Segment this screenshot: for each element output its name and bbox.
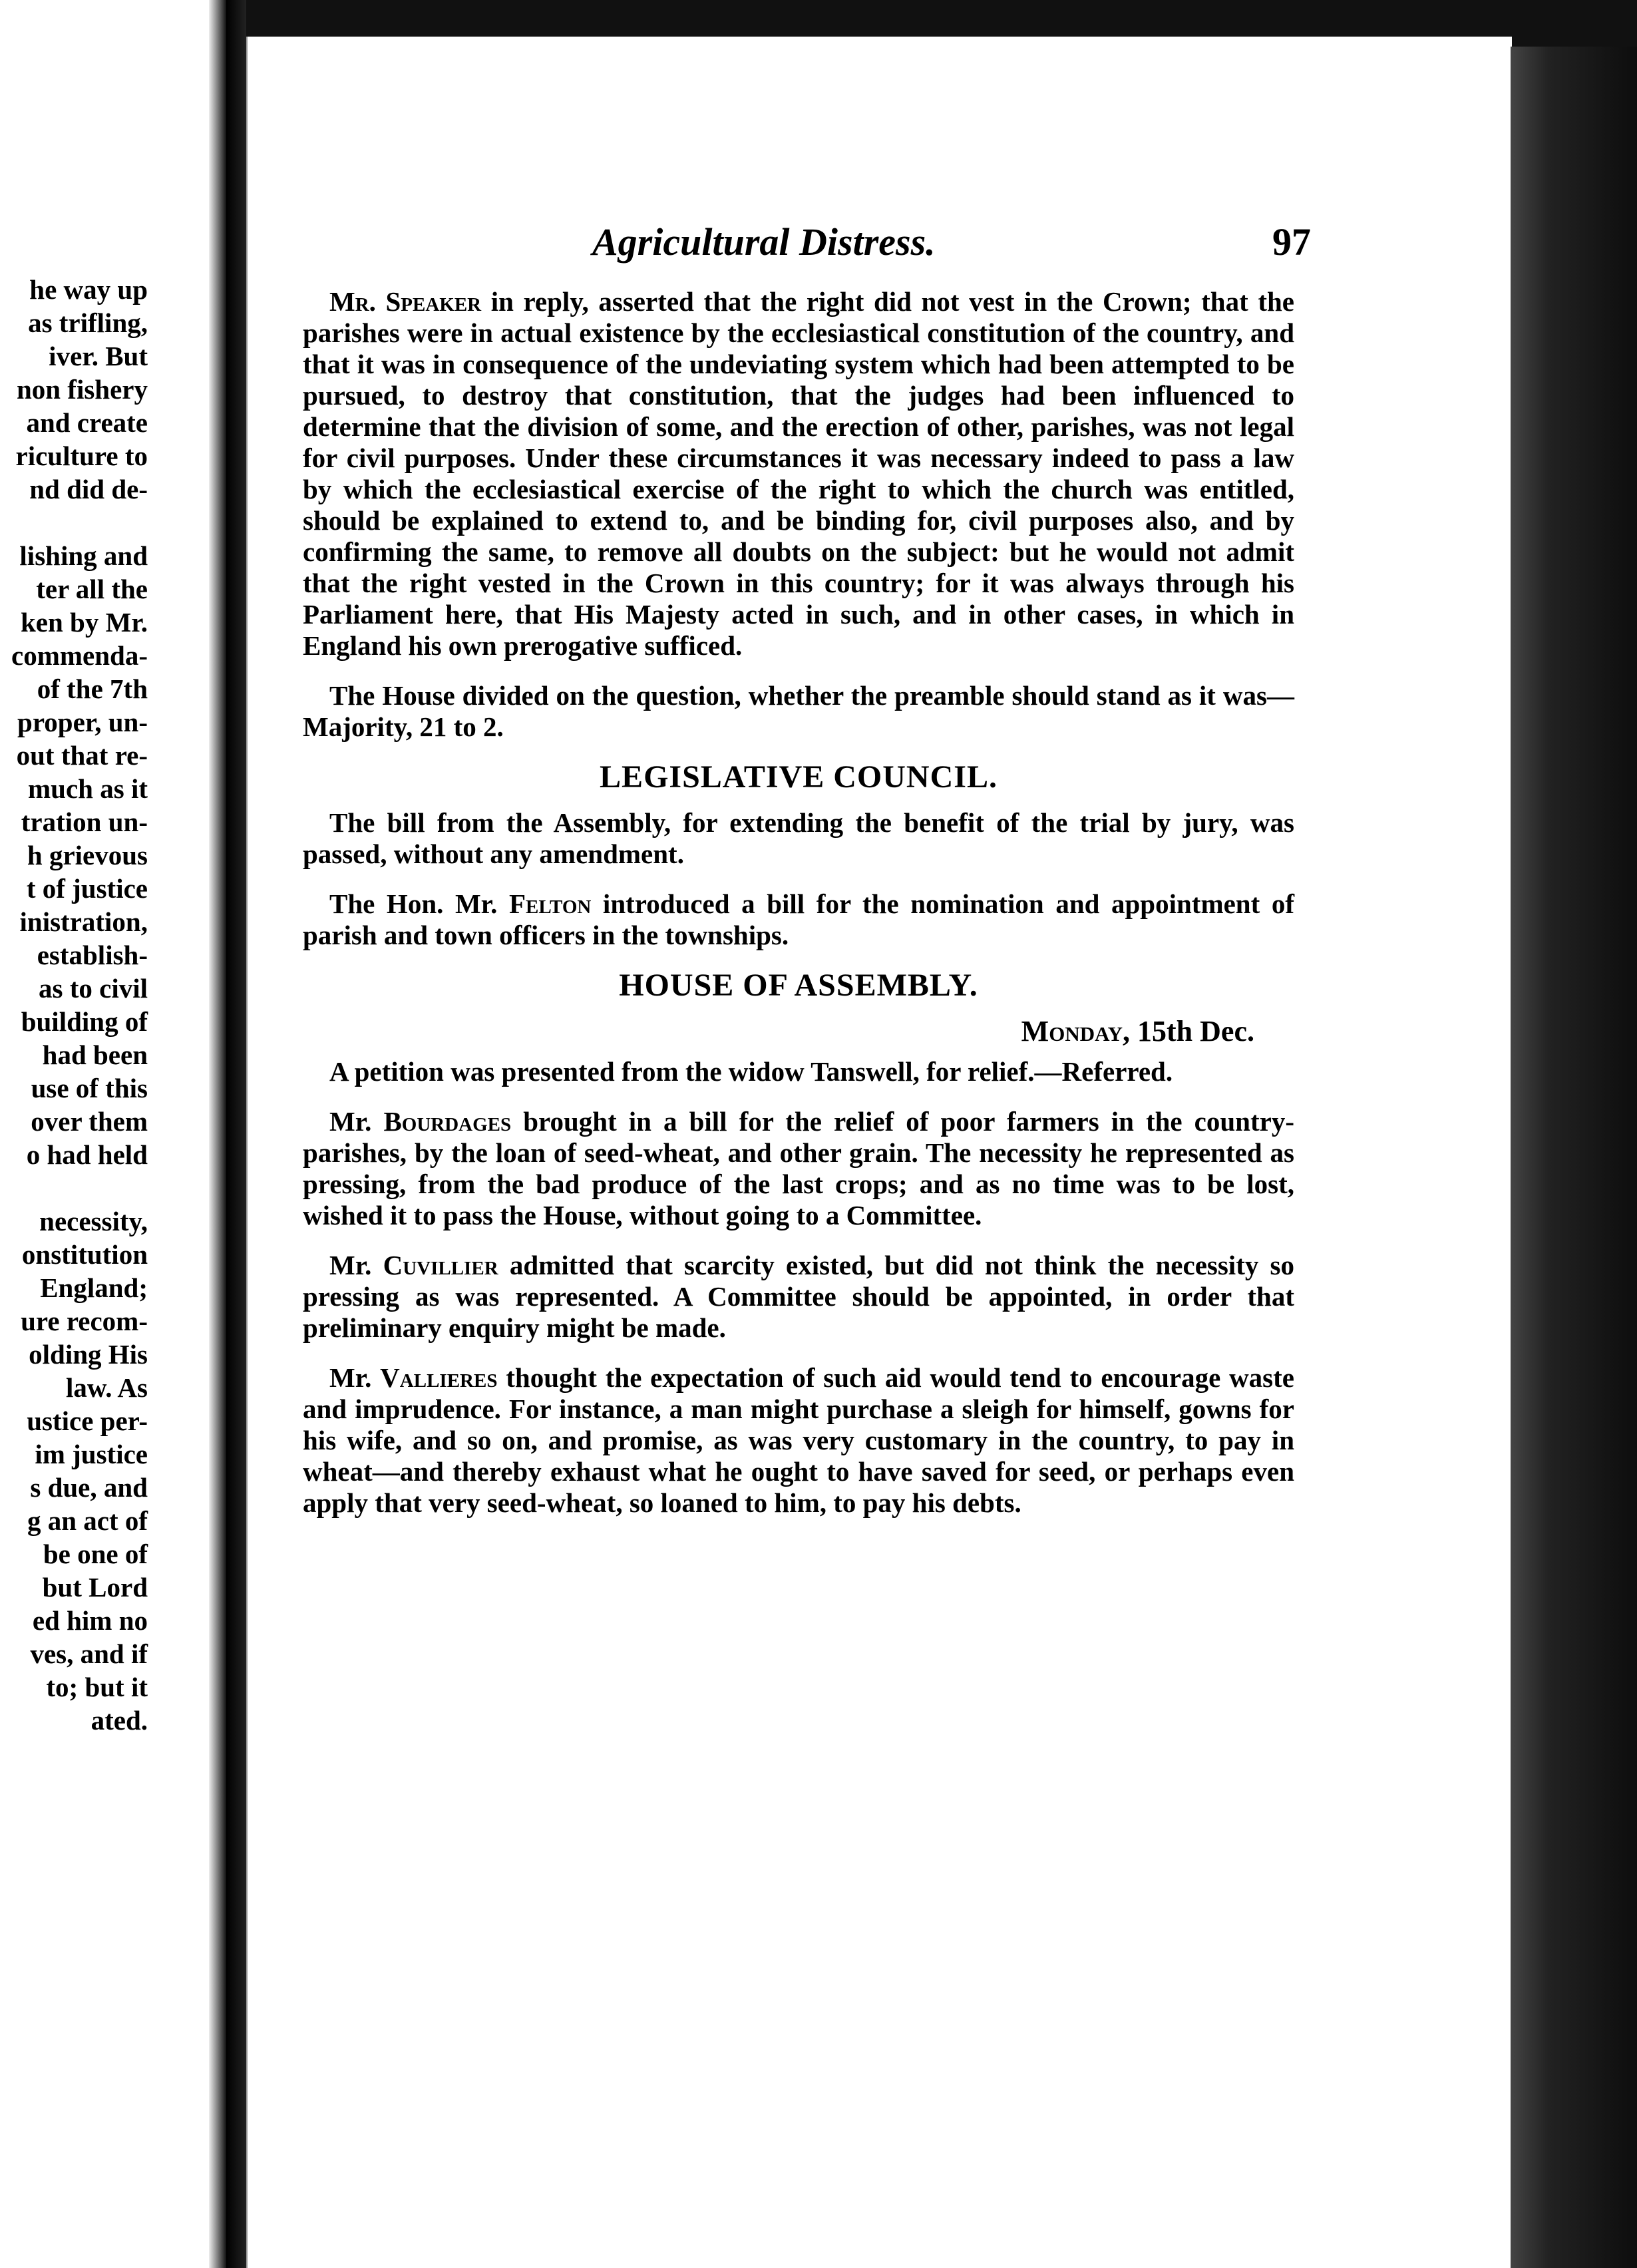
facing-page-line: riculture to	[15, 441, 148, 471]
facing-page-text	[0, 273, 220, 1737]
facing-page-line: s due, and	[30, 1472, 148, 1503]
facing-page-line: g an act of	[27, 1505, 148, 1536]
book-gutter	[226, 0, 246, 2268]
facing-page-fragment	[0, 0, 226, 2268]
paragraph-text: in reply, asserted that the right did not vest in the Crown; that the parishes were in actual existence by the ecclesiastical constitution of the country, and that it was in consequence of the undeviating system which had been attempted to be pursued, to destroy that constitution, that the judges had been influenced to determine that the division of some, and the erection of other, parishes, was not legal for civil purposes. Under these circumstances it was necessary indeed to pass a law by which the ecclesiastical exercise of the right to which the church was entitled, should be explained to extend to, and be binding for, civil purposes also, and by confirming the same, to remove all doubts on the subject: but he would not admit that the right vested in the Crown in this country; for it was always through his Parliament here, that His Majesty acted in such, and in other cases, in which in England his own prerogative sufficed.	[303, 286, 1294, 661]
facing-page-line: necessity,	[39, 1206, 148, 1236]
member-name: Bourdages	[383, 1106, 512, 1137]
speaker-name: Mr. Speaker	[329, 286, 482, 317]
facing-page-line: of the 7th	[37, 673, 148, 704]
paragraph-prefix: Mr.	[329, 1362, 381, 1393]
facing-page-line: he way up	[29, 274, 148, 305]
facing-page-line: t of justice	[26, 873, 148, 904]
facing-page-line: ustice per-	[27, 1406, 148, 1436]
facing-page-line: o had held	[26, 1139, 148, 1170]
paragraph-division: The House divided on the question, whether the preamble should stand as it was—Majority, 21 to 2.	[303, 680, 1294, 742]
facing-page-line: building of	[21, 1006, 148, 1037]
running-title: Agricultural Distress.	[592, 220, 936, 264]
paragraph-text: introduced a bill for the nomination and appointment of parish and town officers in the townships.	[303, 888, 1295, 950]
paragraph-jury-bill: The bill from the Assembly, for extending the benefit of the trial by jury, was passed, without any amendment.	[303, 807, 1294, 869]
facing-page-line: iver. But	[49, 341, 148, 371]
member-name: Cuvillier	[383, 1250, 498, 1280]
paragraph-vallieres	[303, 1362, 1294, 1519]
paragraph-bourdages	[303, 1106, 1294, 1231]
facing-page-line: much as it	[28, 773, 148, 804]
member-name: Felton	[508, 888, 592, 919]
facing-page-line: im justice	[35, 1439, 148, 1469]
facing-page-line: ter all the	[36, 574, 148, 604]
facing-page-line: be one of	[43, 1539, 148, 1569]
facing-page-line: olding His	[29, 1339, 148, 1370]
page-number: 97	[1272, 220, 1311, 264]
facing-page-line: out that re-	[16, 740, 148, 771]
facing-page-line: law. As	[65, 1372, 148, 1403]
facing-page-line	[0, 506, 220, 539]
facing-page-line: ure recom-	[21, 1306, 148, 1336]
paragraph-felton	[303, 888, 1294, 951]
page-body	[303, 286, 1294, 1537]
paragraph-speaker	[303, 286, 1294, 662]
section-heading-assembly: HOUSE OF ASSEMBLY.	[619, 968, 978, 1003]
page-edge	[1511, 47, 1637, 2268]
facing-page-line: but Lord	[42, 1572, 148, 1603]
paragraph-text: admitted that scarcity existed, but did not think the necessity so pressing as was represented. A Committee should be appointed, in order that preliminary enquiry might be made.	[303, 1250, 1295, 1343]
facing-page-line: lishing and	[19, 540, 148, 571]
facing-page-line: establish-	[37, 940, 148, 970]
facing-page-line: inistration,	[19, 906, 148, 937]
facing-page-line: nd did de-	[29, 474, 148, 504]
facing-page-line: proper, un-	[17, 707, 148, 737]
paragraph-prefix: Mr.	[329, 1250, 383, 1280]
facing-page-line: h grievous	[27, 840, 148, 870]
member-name: Vallieres	[380, 1362, 498, 1393]
paragraph-text: brought in a bill for the relief of poor farmers in the country-parishes, by the loan of seed-wheat, and other grain. The necessity he represented as pressing, from the bad produce of the last crops; and as no time was to be lost, wished it to pass the House, without going to a Committee.	[303, 1106, 1294, 1230]
facing-page-line: and create	[26, 407, 148, 438]
facing-page-line: use of this	[31, 1073, 148, 1103]
facing-page-line: non fishery	[16, 374, 148, 405]
facing-page-line: onstitution	[21, 1239, 148, 1270]
facing-page-line: to; but it	[46, 1672, 148, 1702]
session-date	[303, 1016, 1294, 1047]
paragraph-text: thought the expectation of such aid would tend to encourage waste and imprudence. For instance, a man might purchase a sleigh for himself, gowns for his wife, and so on, and promise, as was very customary in the country, to pay in wheat—and thereby exhaust what he ought to have saved for seed, or perhaps even apply that very seed-wheat, so loaned to him, to pay his debts.	[303, 1362, 1294, 1518]
facing-page-line: had been	[42, 1040, 148, 1070]
session-day: Monday	[1021, 1015, 1123, 1047]
facing-page-line: ed him no	[32, 1605, 148, 1636]
session-date-rest: , 15th Dec.	[1123, 1015, 1254, 1047]
facing-page-line: tration un-	[21, 807, 148, 837]
facing-page-line: England;	[40, 1272, 148, 1303]
facing-page-line: as to civil	[39, 973, 148, 1004]
paragraph-cuvillier	[303, 1250, 1294, 1344]
paragraph-petition: A petition was presented from the widow Tanswell, for relief.—Referred.	[329, 1056, 1173, 1087]
section-heading-council: LEGISLATIVE COUNCIL.	[600, 759, 998, 795]
paragraph-prefix: The Hon. Mr.	[329, 888, 509, 919]
facing-page-line: as trifling,	[28, 307, 148, 338]
page-header	[333, 220, 1311, 273]
facing-page-line: over them	[31, 1106, 148, 1137]
facing-page-line: commenda-	[11, 640, 148, 671]
facing-page-line: ated.	[91, 1705, 148, 1736]
facing-page-line	[0, 1171, 220, 1205]
facing-page-line: ken by Mr.	[21, 607, 148, 638]
paragraph-prefix: Mr.	[329, 1106, 384, 1137]
facing-page-line: ves, and if	[30, 1638, 148, 1669]
